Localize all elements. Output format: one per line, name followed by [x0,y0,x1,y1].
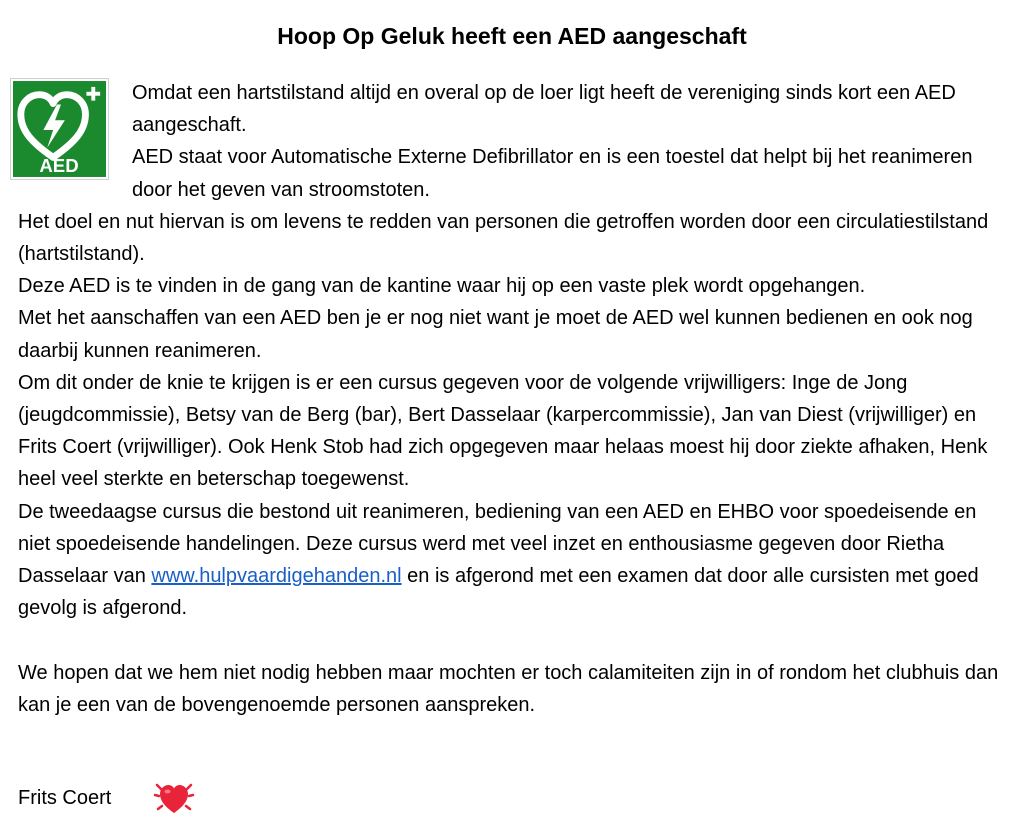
paragraph-operation: Met het aanschaffen van een AED ben je er nog niet want je moet de AED wel kunnen bedienen en ook nog daarbij kunnen reanimeren. [18,307,973,362]
paragraph-purpose: Het doel en nut hiervan is om levens te redden van personen die getroffen worden door een circulatiestilstand (hartstilstand). [18,210,989,266]
course-text-after: en is afgerond met een examen dat door alle cursisten met goed gevolg is afgerond. [18,565,979,620]
paragraph-location: Deze AED is te vinden in de gang van de kantine waar hij op een vaste plek wordt opgehangen. [18,275,866,298]
logo-spacer [18,77,132,205]
signature: Frits Coert [18,787,112,809]
paragraph-course [18,496,1008,625]
course-text-before: De tweedaagse cursus die bestond uit reanimeren, bediening van een AED en EHBO voor spoedeisende en niet spoedeisende handelingen. Deze cursus werd met veel inzet en enthousiasme gegeven door Rietha Dasselaar van [18,500,977,588]
article-body [18,77,1008,721]
paragraph-closing: We hopen dat we hem niet nodig hebben maar mochten er toch calamiteiten zijn in of rondom het clubhuis dan kan je een van de bovengenoemde personen aanspreken. [18,661,999,716]
beating-heart-icon [152,775,196,819]
paragraph-aed-definition: AED staat voor Automatische Externe Defibrillator en is een toestel dat helpt bij het reanimeren door het geven van stroomstoten. [132,146,973,201]
course-website-link[interactable]: www.hulpvaardigehanden.nl [151,565,402,588]
blank-line [18,624,1008,656]
paragraph-volunteers: Om dit onder de knie te krijgen is er een cursus gegeven voor de volgende vrijwilligers: Inge de Jong (jeugdcommissie), Betsy van de Berg (bar), Bert Dasselaar (karpercommissie), Jan van Diest (vrijwilliger) en Frits Coert (vrijwilliger). Ook Henk Stob had zich opgegeven maar helaas moest hij door ziekte afhaken, Henk heel veel sterkte en beterschap toegewenst. [18,371,988,491]
aed-logo-text: AED [39,155,79,177]
paragraph-intro: Omdat een hartstilstand altijd en overal op de loer ligt heeft de vereniging sinds kort een AED aangeschaft. [132,82,956,137]
page-title: Hoop Op Geluk heeft een AED aangeschaft [277,23,747,49]
